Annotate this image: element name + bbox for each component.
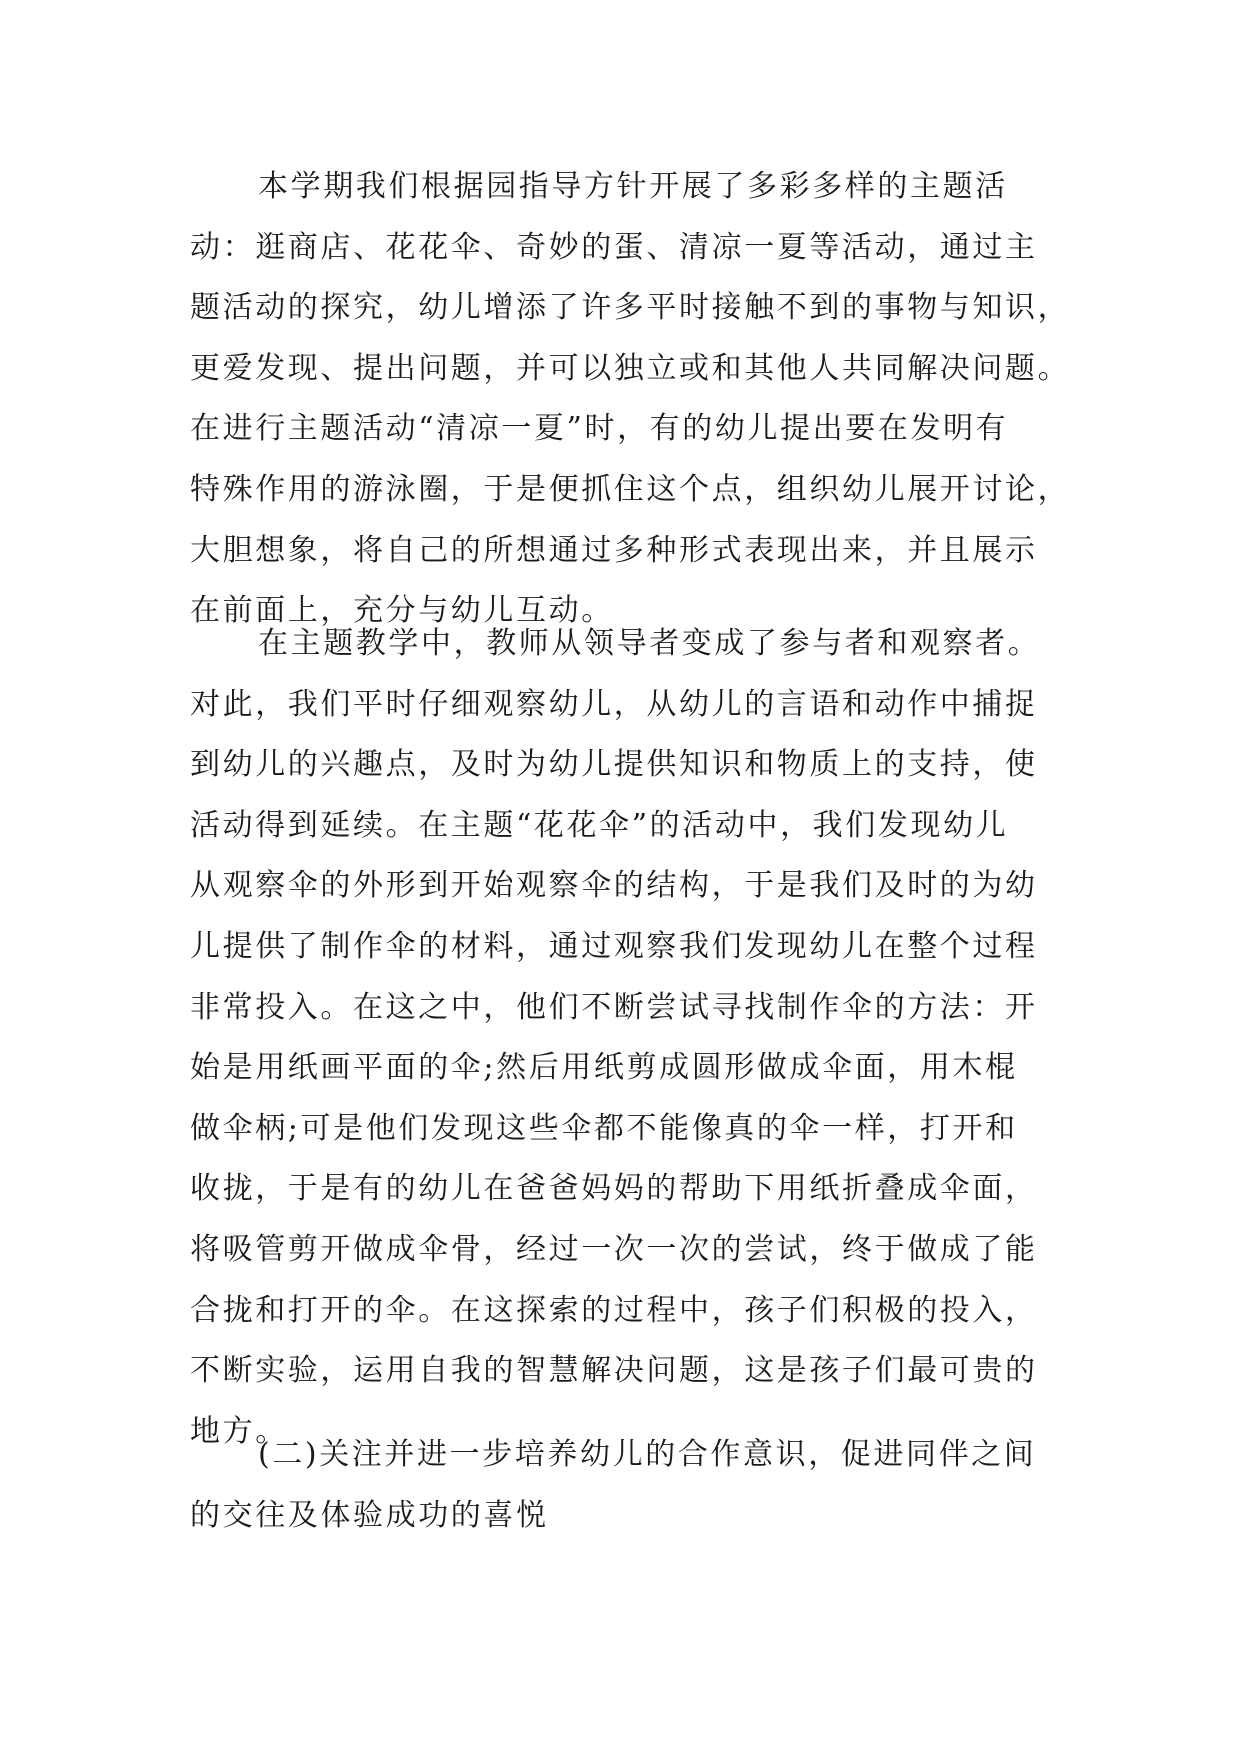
paragraph-line: 从观察伞的外形到开始观察伞的结构，于是我们及时的为幼 xyxy=(190,868,1038,904)
paragraph-line: 儿提供了制作伞的材料，通过观察我们发现幼儿在整个过程 xyxy=(190,928,1038,964)
paragraph-line: 不断实验，运用自我的智慧解决问题，这是孩子们最可贵的 xyxy=(190,1353,1038,1389)
paragraph-line: 非常投入。在这之中，他们不断尝试寻找制作伞的方法：开 xyxy=(190,989,1038,1025)
paragraph-line: 始是用纸画平面的伞;然后用纸剪成圆形做成伞面，用木棍 xyxy=(190,1050,1018,1086)
paragraph-line: 题活动的探究，幼儿增添了许多平时接触不到的事物与知识， xyxy=(190,290,1071,326)
paragraph-theme-activities xyxy=(190,157,1090,642)
paragraph-line: 合拢和打开的伞。在这探索的过程中，孩子们积极的投入， xyxy=(190,1292,1038,1328)
heading-line: (二)关注并进一步培养幼儿的合作意识，促进同伴之间 xyxy=(258,1437,1037,1472)
paragraph-line: 大胆想象，将自己的所想通过多种形式表现出来，并且展示 xyxy=(190,532,1038,568)
paragraph-line: 地方。 xyxy=(190,1413,288,1449)
heading-line: 的交往及体验成功的喜悦 xyxy=(190,1497,549,1533)
paragraph-line: 在进行主题活动“清凉一夏”时，有的幼儿提出要在发明有 xyxy=(190,411,1009,447)
paragraph-line: 做伞柄;可是他们发现这些伞都不能像真的伞一样，打开和 xyxy=(190,1110,1018,1146)
paragraph-teacher-role xyxy=(190,614,1090,1462)
paragraph-line: 动：逛商店、花花伞、奇妙的蛋、清凉一夏等活动，通过主 xyxy=(190,229,1038,265)
paragraph-line: 将吸管剪开做成伞骨，经过一次一次的尝试，终于做成了能 xyxy=(190,1231,1038,1267)
paragraph-line: 在前面上，充分与幼儿互动。 xyxy=(190,593,614,629)
section-heading-cooperation xyxy=(190,1425,1090,1546)
paragraph-line: 收拢，于是有的幼儿在爸爸妈妈的帮助下用纸折叠成伞面， xyxy=(190,1171,1038,1207)
paragraph-line: 对此，我们平时仔细观察幼儿，从幼儿的言语和动作中捕捉 xyxy=(190,686,1038,722)
paragraph-line: 特殊作用的游泳圈，于是便抓住这个点，组织幼儿展开讨论， xyxy=(190,471,1071,507)
paragraph-line: 本学期我们根据园指导方针开展了多彩多样的主题活 xyxy=(258,169,1008,204)
paragraph-line: 到幼儿的兴趣点，及时为幼儿提供知识和物质上的支持，使 xyxy=(190,747,1038,783)
paragraph-line: 活动得到延续。在主题“花花伞”的活动中，我们发现幼儿 xyxy=(190,807,1009,843)
paragraph-line: 更爱发现、提出问题，并可以独立或和其他人共同解决问题。 xyxy=(190,350,1071,386)
paragraph-line: 在主题教学中，教师从领导者变成了参与者和观察者。 xyxy=(258,626,1041,661)
